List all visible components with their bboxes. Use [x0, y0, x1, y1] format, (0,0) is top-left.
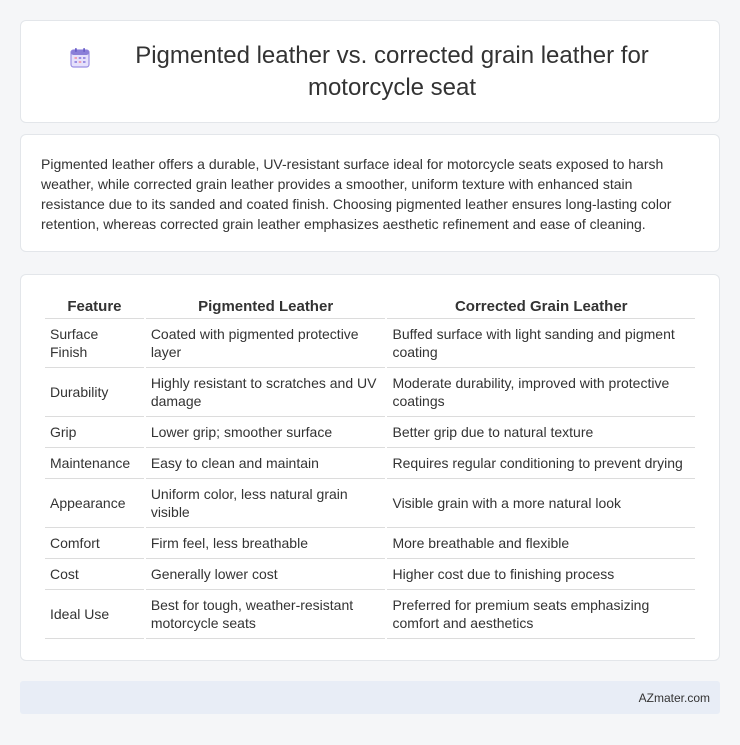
table-row: [45, 590, 695, 639]
row-pigmented: Uniform color, less natural grain visible: [146, 479, 386, 528]
table-row: [45, 479, 695, 528]
row-corrected: More breathable and flexible: [387, 528, 695, 559]
row-pigmented: Lower grip; smoother surface: [146, 417, 386, 448]
row-feature: Grip: [45, 417, 144, 448]
row-corrected: Higher cost due to finishing process: [387, 559, 695, 590]
row-pigmented: Coated with pigmented protective layer: [146, 319, 386, 368]
table-row: [45, 559, 695, 590]
table-row: [45, 368, 695, 417]
title-wrap: [21, 40, 719, 104]
row-pigmented: Generally lower cost: [146, 559, 386, 590]
footer: [20, 681, 720, 714]
table-row: [45, 448, 695, 479]
row-feature: Ideal Use: [45, 590, 144, 639]
row-feature: Cost: [45, 559, 144, 590]
column-header-pigmented: Pigmented Leather: [146, 295, 386, 319]
table-row: [45, 528, 695, 559]
row-corrected: Preferred for premium seats emphasizing comfort and aesthetics: [387, 590, 695, 639]
row-feature: Durability: [45, 368, 144, 417]
summary-card: [20, 134, 720, 252]
footer-site-name: AZmater.com: [638, 690, 710, 705]
row-corrected: Requires regular conditioning to prevent drying: [387, 448, 695, 479]
row-corrected: Better grip due to natural texture: [387, 417, 695, 448]
calendar-icon: [68, 46, 92, 70]
row-pigmented: Firm feel, less breathable: [146, 528, 386, 559]
table-row: [45, 417, 695, 448]
column-header-feature: Feature: [45, 295, 144, 319]
comparison-table: [43, 295, 697, 639]
table-header-row: [45, 295, 695, 319]
row-feature: Surface Finish: [45, 319, 144, 368]
row-corrected: Buffed surface with light sanding and pigment coating: [387, 319, 695, 368]
row-feature: Comfort: [45, 528, 144, 559]
column-header-corrected: Corrected Grain Leather: [387, 295, 695, 319]
title-card: [20, 20, 720, 123]
comparison-table-card: [20, 274, 720, 661]
page-title: Pigmented leather vs. corrected grain leather for motorcycle seat: [135, 41, 649, 101]
row-pigmented: Easy to clean and maintain: [146, 448, 386, 479]
row-corrected: Visible grain with a more natural look: [387, 479, 695, 528]
row-feature: Appearance: [45, 479, 144, 528]
row-pigmented: Highly resistant to scratches and UV damage: [146, 368, 386, 417]
row-pigmented: Best for tough, weather-resistant motorcycle seats: [146, 590, 386, 639]
row-corrected: Moderate durability, improved with protective coatings: [387, 368, 695, 417]
row-feature: Maintenance: [45, 448, 144, 479]
table-row: [45, 319, 695, 368]
summary-text: Pigmented leather offers a durable, UV-resistant surface ideal for motorcycle seats exposed to harsh weather, while corrected grain leather provides a smoother, uniform texture with enhanced stain resistance due to its sanded and coated finish. Choosing pigmented leather ensures long-lasting color retention, whereas corrected grain leather emphasizes aesthetic refinement and ease of cleaning.: [41, 156, 672, 232]
